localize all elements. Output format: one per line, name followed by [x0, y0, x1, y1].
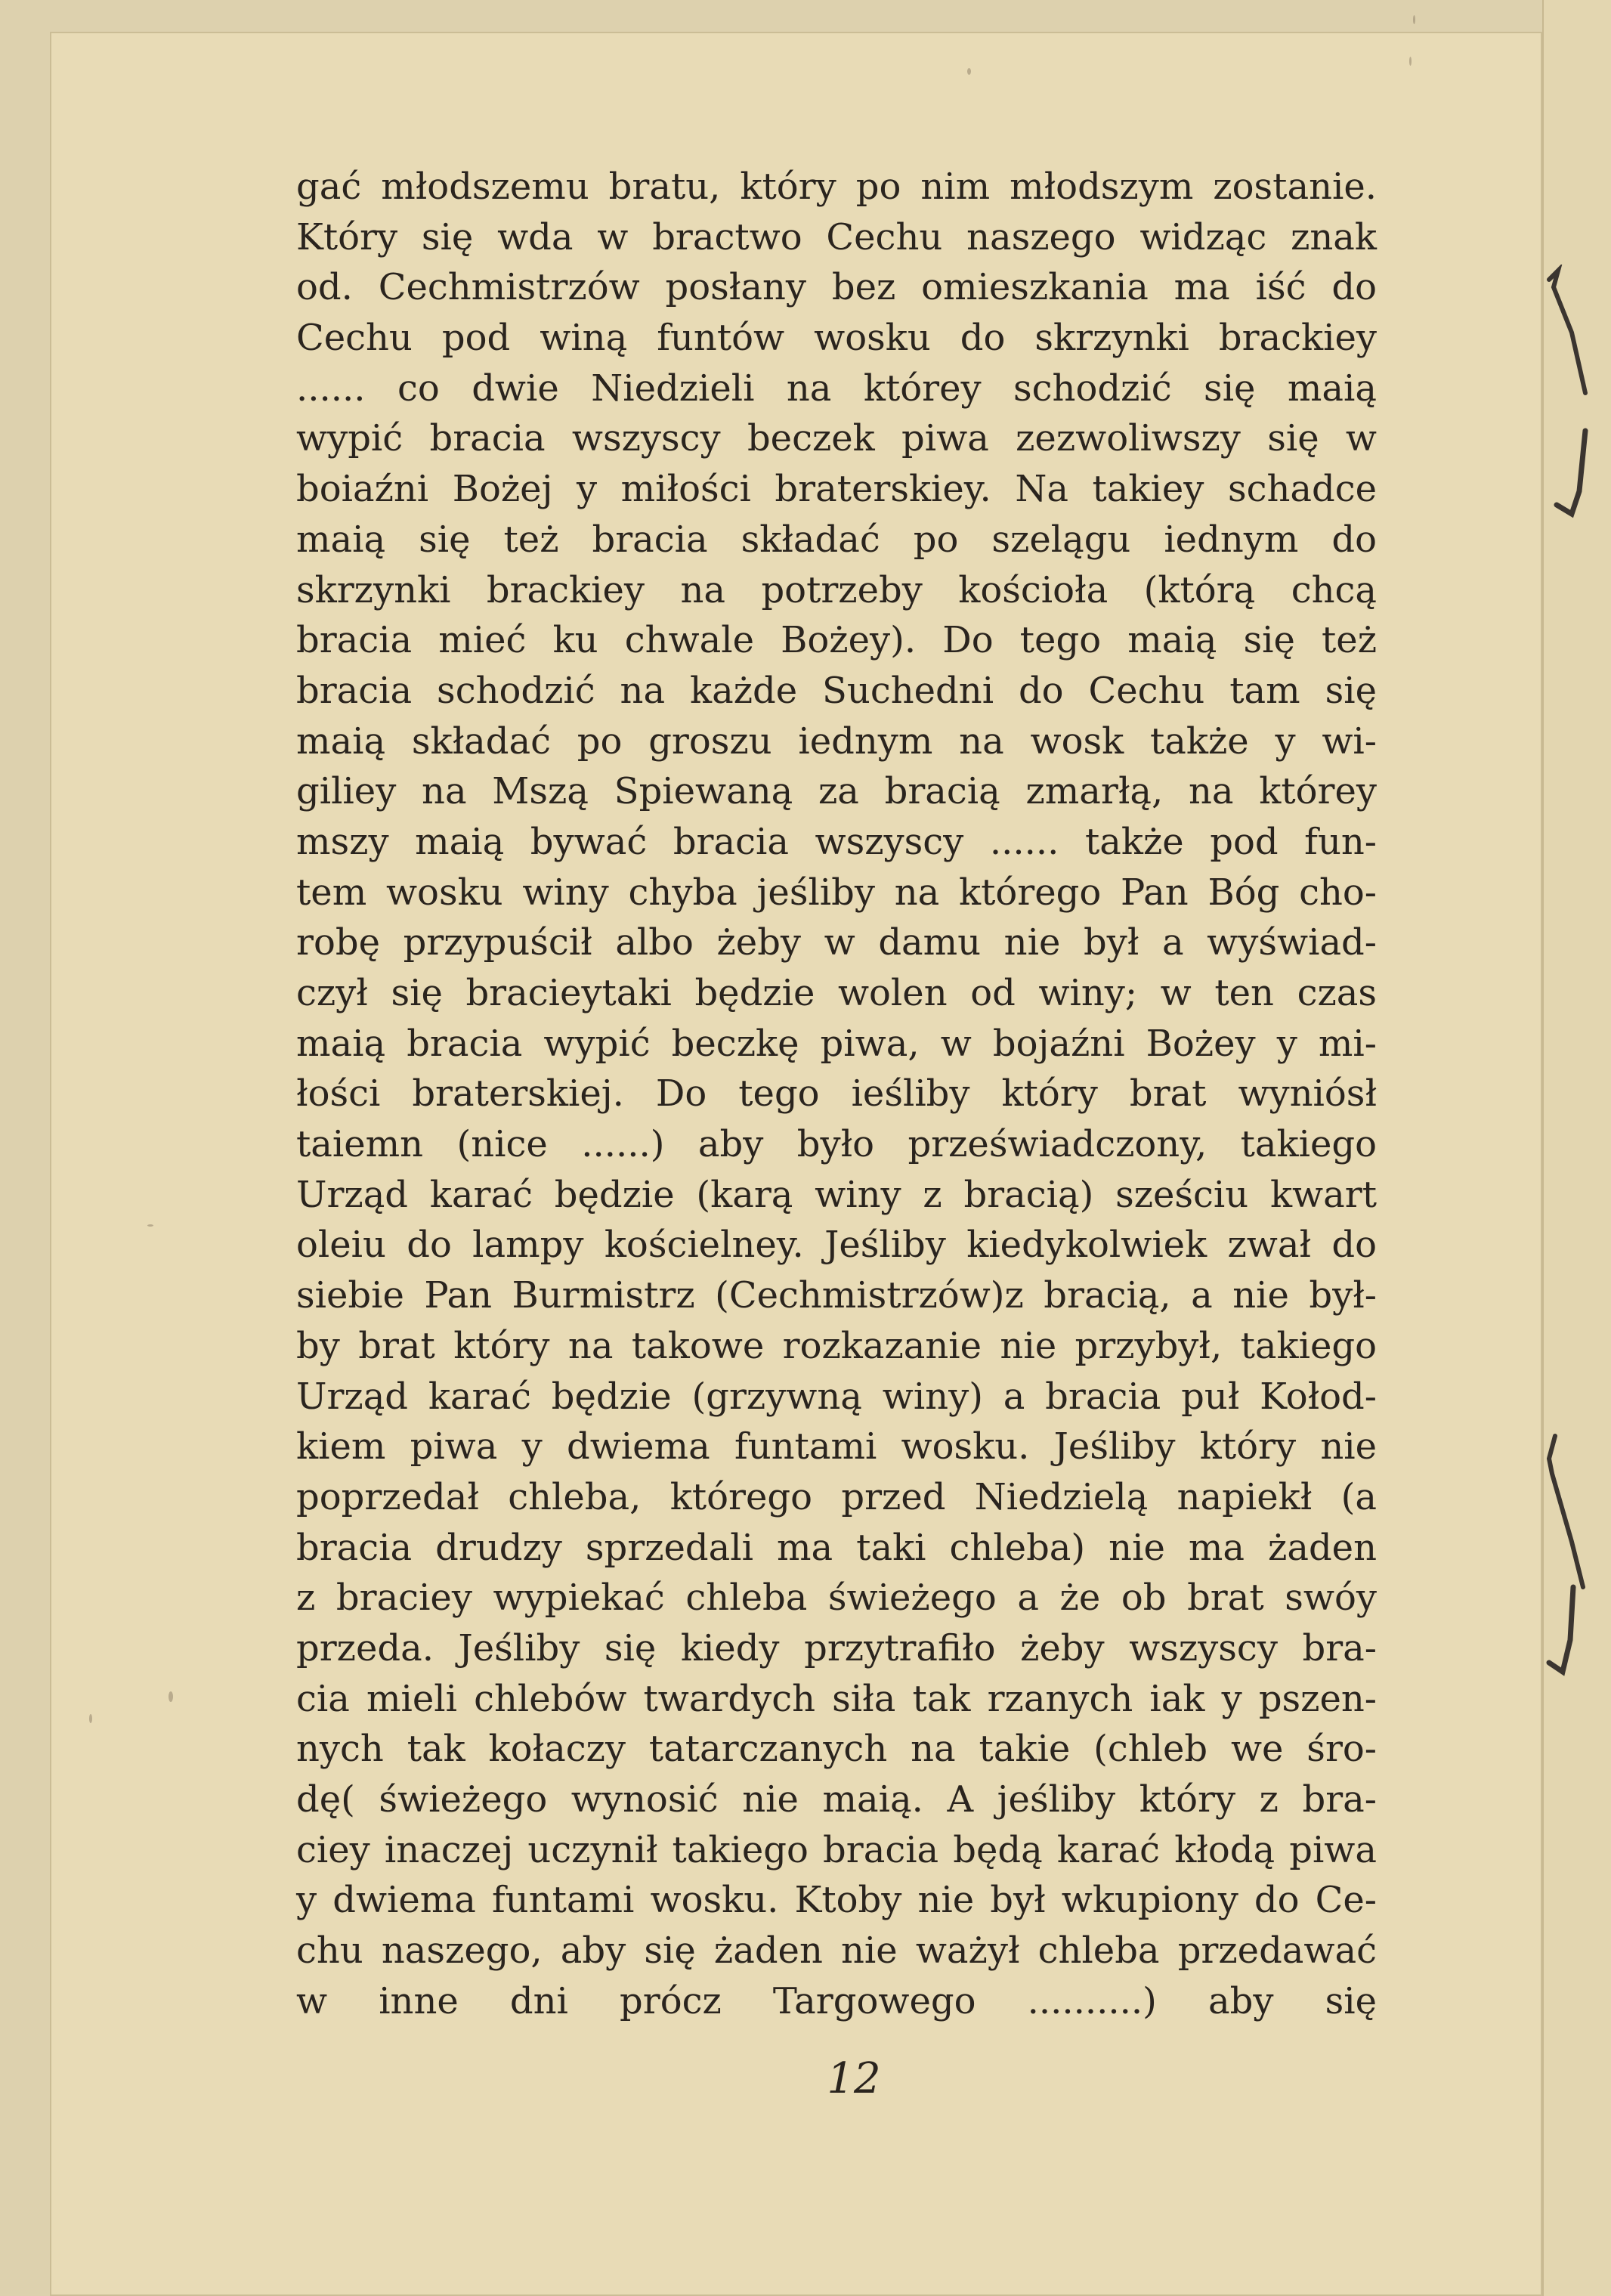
text-line: mszy maią bywać bracia wszyscy ...... także pod fun-: [296, 820, 1377, 863]
text-line: by brat który na takowe rozkazanie nie przybył, takiego: [296, 1324, 1377, 1367]
text-line: Który się wda w bractwo Cechu naszego widząc znak: [296, 215, 1377, 258]
text-line: łości braterskiej. Do tego ieśliby który brat wyniósł: [296, 1072, 1377, 1116]
text-line: dę( świeżego wynosić nie maią. A jeśliby który z bra-: [296, 1778, 1377, 1821]
text-line: robę przypuścił albo żeby w damu nie był a wyświad-: [296, 921, 1377, 964]
body-text: [296, 162, 1377, 2026]
paper-speck: [89, 1714, 92, 1723]
paper-speck: [147, 1224, 153, 1227]
text-line: giliey na Mszą Spiewaną za bracią zmarłą, na którey: [296, 770, 1377, 813]
text-line: ...... co dwie Niedzieli na którey schodzić się maią: [296, 367, 1377, 410]
left-margin: [0, 32, 51, 2296]
paper-speck: [169, 1691, 173, 1702]
text-line: taiemn (nice ......) aby było przeświadczony, takiego: [296, 1123, 1377, 1166]
text-line: maią się też bracia składać po szelągu iednym do: [296, 518, 1377, 561]
text-line: chu naszego, aby się żaden nie ważył chleba przedawać: [296, 1929, 1377, 1973]
page-number: 12: [827, 2054, 881, 2103]
text-line: przeda. Jeśliby się kiedy przytrafiło żeby wszyscy bra-: [296, 1626, 1377, 1669]
paper-speck: [1409, 57, 1412, 66]
paper-speck: [1413, 15, 1415, 24]
paper-speck: [967, 68, 971, 75]
text-line: z braciey wypiekać chleba świeżego a że ob brat swóy: [296, 1577, 1377, 1620]
text-line: gać młodszemu bratu, który po nim młodszym zostanie.: [296, 166, 1377, 208]
text-line: oleiu do lampy kościelney. Jeśliby kiedykolwiek zwał do: [296, 1224, 1377, 1267]
text-line: boiaźni Bożej y miłości braterskiey. Na takiey schadce: [296, 468, 1377, 511]
top-margin: [0, 0, 1542, 33]
text-line: Urząd karać będzie (karą winy z bracią) sześciu kwart: [296, 1173, 1377, 1216]
text-line: cia mieli chlebów twardych siła tak rzanych iak y pszen-: [296, 1677, 1377, 1720]
text-line: tem wosku winy chyba jeśliby na którego Pan Bóg cho-: [296, 871, 1377, 914]
text-line: y dwiema funtami wosku. Ktoby nie był wkupiony do Ce-: [296, 1879, 1377, 1922]
text-line: ciey inaczej uczynił takiego bracia będą karać kłodą piwa: [296, 1828, 1377, 1871]
text-line: maią bracia wypić beczkę piwa, w bojaźni Bożey y mi-: [296, 1022, 1377, 1065]
text-line: Urząd karać będzie (grzywną winy) a bracia puł Kołod-: [296, 1375, 1377, 1418]
text-line: maią składać po groszu iednym na wosk także y wi-: [296, 719, 1377, 763]
binding-edge: [1542, 0, 1611, 2296]
text-line: wypić bracia wszyscy beczek piwa zezwoliwszy się w: [296, 417, 1377, 460]
text-line: poprzedał chleba, którego przed Niedzielą napiekł (a: [296, 1475, 1377, 1518]
text-line: czył się bracieytaki będzie wolen od winy; w ten czas: [296, 972, 1377, 1014]
text-line: nych tak kołaczy tatarczanych na takie (chleb we śro-: [296, 1728, 1377, 1771]
text-line: kiem piwa y dwiema funtami wosku. Jeśliby który nie: [296, 1425, 1377, 1468]
text-line: w inne dni prócz Targowego ..........) aby się: [296, 1979, 1377, 2022]
text-line: bracia mieć ku chwale Bożey). Do tego maią się też: [296, 619, 1377, 662]
text-line: Cechu pod winą funtów wosku do skrzynki brackiey: [296, 317, 1377, 360]
text-line: siebie Pan Burmistrz (Cechmistrzów)z bracią, a nie był-: [296, 1274, 1377, 1317]
text-line: bracia drudzy sprzedali ma taki chleba) nie ma żaden: [296, 1526, 1377, 1569]
text-line: skrzynki brackiey na potrzeby kościoła (którą chcą: [296, 568, 1377, 611]
text-line: od. Cechmistrzów posłany bez omieszkania ma iść do: [296, 266, 1377, 309]
text-line: bracia schodzić na każde Suchedni do Cechu tam się: [296, 669, 1377, 712]
